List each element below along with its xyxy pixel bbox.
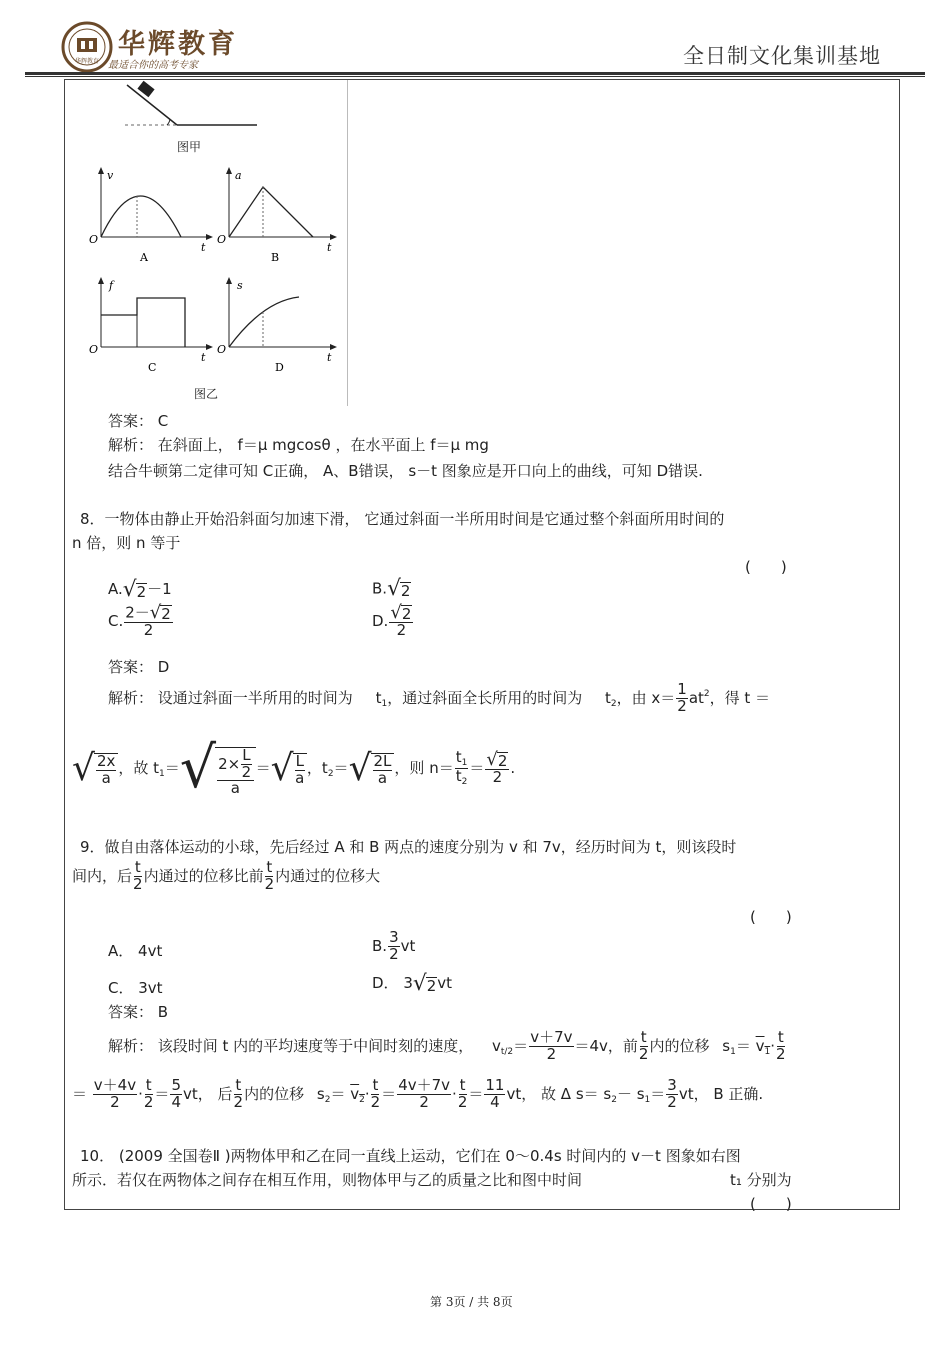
graph-d-origin: O: [217, 343, 227, 356]
q9-paren: ( ): [750, 908, 792, 926]
q9-analysis-4: 后: [217, 1084, 233, 1103]
q8-analysis-line1: 解析： 设通过斜面一半所用的时间为 $t_1$，通过斜面全长所用的时间为 $t_2$，由 x＝ $\frac{1}{2}$ $at^2$，得 t ＝: [108, 680, 771, 715]
q9-analysis-2: ＝4v，前: [574, 1036, 638, 1055]
q9-analysis-1: 解析： 该段时间 t 内的平均速度等于中间时刻的速度，: [108, 1036, 474, 1055]
q8-paren: ( ): [745, 558, 787, 576]
q8-line2-c: ，则 n＝: [394, 759, 454, 777]
q8-line2-a: ，故 t: [118, 759, 160, 777]
q9-answer: 答案： B: [108, 1003, 169, 1021]
q9-stem-2a: 间内，后: [72, 866, 133, 885]
graph-a-caption: A: [140, 251, 148, 264]
q10-stem-2: 所示．若仅在两物体之间存在相互作用，则物体甲与乙的质量之比和图中时间: [72, 1171, 583, 1189]
graph-d-y-label: s: [237, 279, 243, 292]
q8-line2-b: ，t: [306, 759, 328, 777]
q8-opt-c-label: C.: [108, 611, 124, 630]
q9-analysis-3: 内的位移: [649, 1036, 710, 1055]
q9-analysis-7: B 正确.: [713, 1084, 764, 1103]
q8-opt-b-label: B.: [372, 579, 388, 598]
q9-analysis-line1: 解析： 该段时间 t 内的平均速度等于中间时刻的速度， $v_{t/2}=$ $\frac{v+7v}{2}$ ＝4v，前 $\frac{t}{2}$ 内的位移 $s_1= v_1\cdot$ $\frac{t}{2}$: [108, 1028, 786, 1063]
page-number: 第 3页 / 共 8页: [430, 1295, 513, 1309]
logo-slogan: 最适合你的高考专家: [108, 60, 198, 71]
q9-option-b[interactable]: B. $\frac{3}{2}$ vt: [372, 928, 416, 963]
graph-c-x-label: t: [201, 351, 206, 364]
graph-c-y-label: f: [109, 279, 114, 292]
site-title: 全日制文化集训基地: [683, 44, 881, 68]
q9-option-a[interactable]: A． 4vt: [108, 942, 163, 960]
q8-analysis-4: at: [688, 688, 704, 707]
graph-b-x-label: t: [327, 241, 332, 254]
q8-option-c[interactable]: C. 2－ √ 2 2: [108, 602, 171, 639]
header-rule: [25, 72, 925, 75]
graph-a: [85, 165, 215, 265]
logo-name: 华辉教育: [118, 29, 238, 60]
sqrt-2-icon: √ 2: [122, 576, 147, 602]
q10-stem-1: 10． (2009 全国卷Ⅱ )两物体甲和乙在同一直线上运动，它们在 0～0.4s 时间内的 v－t 图象如右图: [80, 1147, 741, 1165]
q8-stem-1: 8．一物体由静止开始沿斜面匀加速下滑， 它通过斜面一半所用时间是它通过整个斜面所用时间的: [80, 510, 725, 528]
q9-analysis-6: 故 Δ s＝ s: [541, 1084, 612, 1103]
q9-opt-b-post: vt: [400, 936, 416, 955]
graph-a-x-label: t: [201, 241, 206, 254]
q7-answer: 答案： C: [108, 412, 169, 430]
q9-stem-2c: 内通过的位移大: [275, 866, 381, 885]
t1-symbol: t: [375, 688, 382, 707]
q8-option-d[interactable]: D. √ 2 2: [372, 602, 412, 639]
graph-c: [85, 275, 215, 375]
graph-b: [213, 165, 343, 265]
q9-analysis-line2: ＝ $\frac{v+4v}{2}$ · $\frac{t}{2}$ ＝ $\frac{5}{4}$ vt， 后 $\frac{t}{2}$ 内的位移 $s_2= v_2\cdot$ $\frac{t}{2}$ ＝ $\frac{4v+7v}{2}$ · $\frac{t}{2}$ ＝ $\frac{11}{4}$ vt， 故 Δ $s= s_2- s_1=$ $\frac{3}{2}$ vt， B 正确.: [72, 1076, 764, 1111]
graph-d: [213, 275, 343, 375]
fig-yi-caption: 图乙: [194, 387, 219, 401]
q9-opt-b-label: B.: [372, 936, 388, 955]
header-rule-thin: [25, 76, 925, 77]
q9-stem-1: 9．做自由落体运动的小球，先后经过 A 和 B 两点的速度分别为 v 和 7v，经历时间为 t，则该段时: [80, 838, 737, 856]
q8-stem-2: n 倍，则 n 等于: [72, 534, 181, 552]
graph-a-y-label: v: [107, 169, 114, 182]
t2-symbol: t: [604, 688, 611, 707]
q8-analysis-1: 解析： 设通过斜面一半所用的时间为: [108, 688, 353, 707]
logo-badge-text: 华辉教育: [74, 58, 100, 65]
incline-figure: [115, 80, 265, 132]
graph-c-origin: O: [89, 343, 99, 356]
q8-analysis-2: ，通过斜面全长所用的时间为: [387, 688, 583, 707]
q8-opt-a-label: A.: [108, 580, 123, 598]
graph-d-x-label: t: [327, 351, 332, 364]
q10-paren: ( ): [750, 1195, 792, 1213]
q7-analysis-1: 解析： 在斜面上， f＝μ mgcosθ ，在水平面上 f＝μ mg: [108, 436, 489, 454]
q9-analysis-5: 内的位移: [244, 1084, 305, 1103]
figure-divider: [347, 80, 348, 406]
q9-option-d[interactable]: D． 3 √ 2 vt: [372, 970, 453, 996]
q8-opt-d-label: D.: [372, 611, 389, 630]
sqrt-2-icon: √ 2: [387, 576, 411, 601]
q8-analysis-3: ，由 x＝: [616, 688, 676, 707]
fig-jia-caption: 图甲: [177, 140, 202, 154]
graph-b-y-label: a: [235, 169, 242, 182]
graph-a-origin: O: [89, 233, 99, 246]
q8-analysis-line2: √ $\frac{2x}{a}$ ，故 $t_1=$ √ 2× $\frac{L}{2}$ a ＝ √ $\frac{L}{a}$ ，$t_2=$ √ $\frac{2L}{a}$ ，则 n＝ $\frac{t_1}{t_2}$ ＝ √ 2 2 .: [72, 735, 516, 801]
q8-analysis-5: ，得 t ＝: [709, 688, 771, 707]
q7-analysis-2: 结合牛顿第二定律可知 C正确， A、B错误， s－t 图象应是开口向上的曲线，可知 D错误.: [108, 462, 703, 480]
q9-stem-2: 间内，后 $\frac{t}{2}$ 内通过的位移比前 $\frac{t}{2}$ 内通过的位移大: [72, 858, 381, 893]
logo-badge-icon: [60, 20, 114, 74]
q9-opt-d-label: D． 3: [372, 974, 413, 992]
graph-c-caption: C: [148, 361, 157, 374]
q10-stem-t1: t₁ 分别为: [730, 1171, 792, 1189]
q9-option-c[interactable]: C． 3vt: [108, 979, 163, 997]
q9-opt-d-post: vt: [437, 974, 453, 992]
graph-b-caption: B: [271, 251, 280, 264]
q8-option-a[interactable]: A. √ 2 －1: [108, 576, 172, 602]
graph-b-origin: O: [217, 233, 227, 246]
q8-answer: 答案： D: [108, 658, 170, 676]
q9-stem-2b: 内通过的位移比前: [143, 866, 264, 885]
graph-d-caption: D: [275, 361, 284, 374]
q8-option-b[interactable]: [372, 578, 411, 600]
